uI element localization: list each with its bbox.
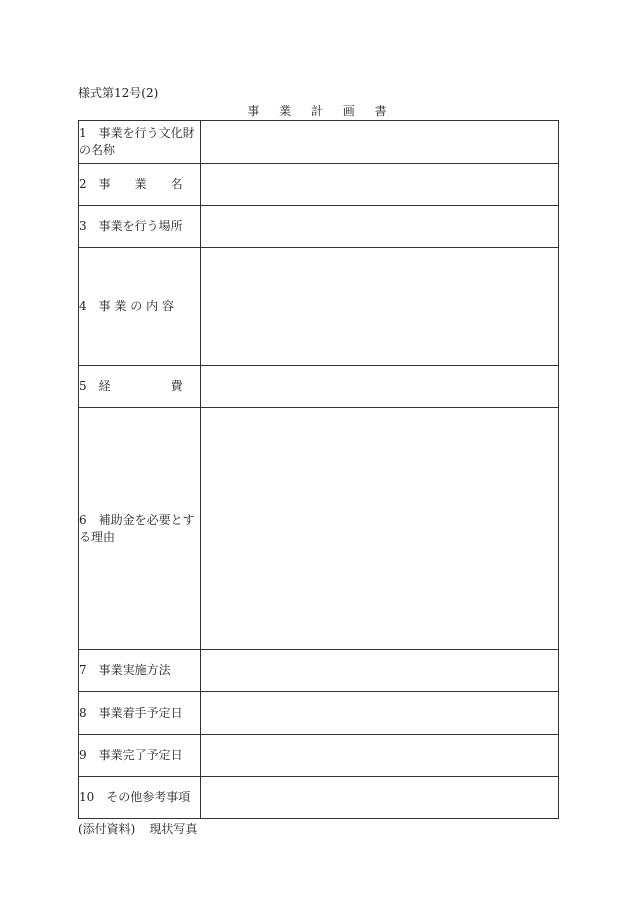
table-row	[79, 121, 559, 164]
table-row	[79, 164, 559, 206]
document-title: 事 業 計 画 書	[247, 104, 395, 118]
row-label-text: 4 事 業 の 内 容	[79, 299, 174, 313]
row-label-text: 2 事 業 名	[79, 177, 183, 191]
row-label-text: 8 事業着手予定日	[79, 705, 183, 720]
row-label	[79, 777, 201, 819]
table-row	[79, 206, 559, 248]
row-label-text: 9 事業完了予定日	[79, 748, 183, 762]
form-number: 様式第12号(2)	[78, 86, 159, 100]
row-label	[79, 408, 201, 650]
table-row	[79, 650, 559, 692]
attachment-note	[78, 822, 197, 836]
table-row	[79, 735, 559, 777]
row-label	[79, 121, 201, 164]
row-label	[79, 735, 201, 777]
row-value-field[interactable]	[201, 735, 559, 777]
table-row	[79, 777, 559, 819]
row-label-text: 3 事業を行う場所	[79, 219, 183, 233]
table-row	[79, 408, 559, 650]
row-value-field[interactable]	[201, 408, 559, 650]
row-value-field[interactable]	[201, 164, 559, 206]
table-row	[79, 366, 559, 408]
attachment-label: (添付資料)	[78, 822, 136, 836]
business-plan-table	[78, 120, 559, 819]
row-value-field[interactable]	[201, 777, 559, 819]
row-value-field[interactable]	[201, 650, 559, 692]
row-label	[79, 366, 201, 408]
row-label	[79, 164, 201, 206]
row-label-text: 6 補助金を必要とする理由	[79, 512, 195, 544]
row-label-text: 7 事業実施方法	[79, 663, 171, 677]
row-label	[79, 650, 201, 692]
row-value-field[interactable]	[201, 248, 559, 366]
row-value-field[interactable]	[201, 692, 559, 735]
row-value-field[interactable]	[201, 206, 559, 248]
row-label	[79, 248, 201, 366]
row-value-field[interactable]	[201, 121, 559, 164]
table-row	[79, 692, 559, 735]
row-label-text: 1 事業を行う文化財の名称	[79, 126, 195, 157]
row-label	[79, 692, 201, 735]
row-label-text: 10 その他参考事項	[79, 790, 191, 804]
table-row	[79, 248, 559, 366]
row-value-field[interactable]	[201, 366, 559, 408]
row-label-text: 5 経 費	[79, 379, 183, 393]
row-label	[79, 206, 201, 248]
attachment-value: 現状写真	[149, 822, 198, 836]
